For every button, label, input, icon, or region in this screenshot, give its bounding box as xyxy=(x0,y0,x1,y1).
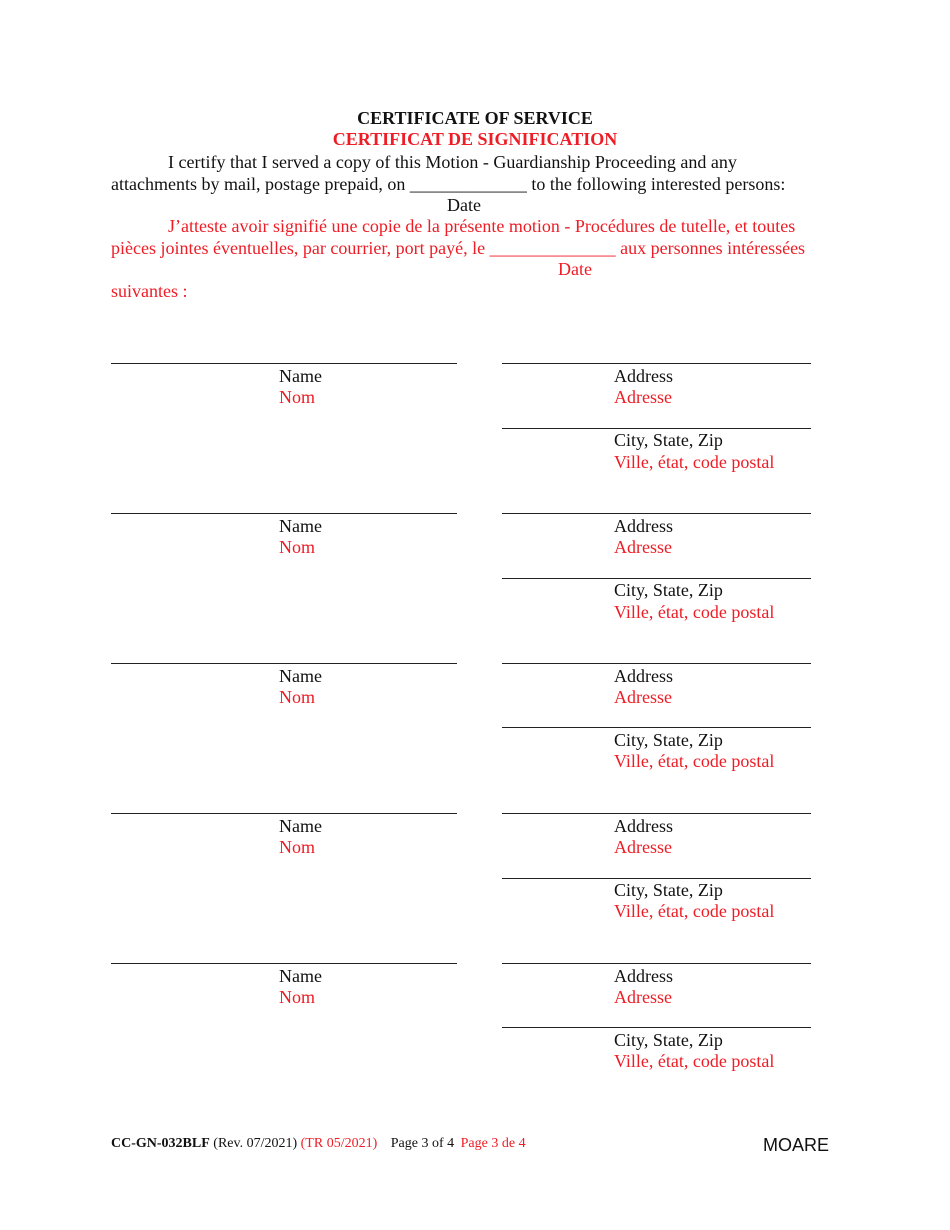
address-label-french: Adresse xyxy=(614,387,672,407)
date-label-french: Date xyxy=(558,259,592,279)
name-signature-line[interactable] xyxy=(111,963,457,964)
city-state-zip-label-french: Ville, état, code postal xyxy=(614,1051,775,1071)
form-footer xyxy=(111,1136,526,1152)
address-label-french: Adresse xyxy=(614,537,672,557)
statement-en-line1: I certify that I served a copy of this Motion - Guardianship Proceeding and any xyxy=(168,152,737,172)
name-label: Name xyxy=(279,366,322,386)
name-label: Name xyxy=(279,816,322,836)
address-line[interactable] xyxy=(502,813,811,814)
city-state-zip-line[interactable] xyxy=(502,428,811,429)
form-id: CC-GN-032BLF xyxy=(111,1136,210,1151)
city-state-zip-label: City, State, Zip xyxy=(614,580,723,600)
city-state-zip-label-french: Ville, état, code postal xyxy=(614,602,775,622)
name-signature-line[interactable] xyxy=(111,363,457,364)
address-line[interactable] xyxy=(502,513,811,514)
statement-en-line2: attachments by mail, postage prepaid, on _____________ to the following interested persons: xyxy=(111,174,786,194)
address-label-french: Adresse xyxy=(614,987,672,1007)
page-number-french: Page 3 de 4 xyxy=(460,1136,526,1151)
address-label: Address xyxy=(614,516,673,536)
name-label: Name xyxy=(279,516,322,536)
address-label: Address xyxy=(614,366,673,386)
address-label-french: Adresse xyxy=(614,837,672,857)
address-line[interactable] xyxy=(502,963,811,964)
revision-date: (Rev. 07/2021) xyxy=(213,1136,298,1151)
statement-fr-line3: suivantes : xyxy=(111,281,188,301)
name-signature-line[interactable] xyxy=(111,663,457,664)
city-state-zip-label: City, State, Zip xyxy=(614,430,723,450)
address-line[interactable] xyxy=(502,363,811,364)
certificate-title: CERTIFICATE OF SERVICE xyxy=(357,108,593,128)
address-label: Address xyxy=(614,816,673,836)
name-label-french: Nom xyxy=(279,387,315,407)
city-state-zip-line[interactable] xyxy=(502,1027,811,1028)
city-state-zip-label: City, State, Zip xyxy=(614,880,723,900)
address-label: Address xyxy=(614,966,673,986)
date-label: Date xyxy=(447,195,481,215)
name-signature-line[interactable] xyxy=(111,813,457,814)
page-number: Page 3 of 4 xyxy=(390,1136,455,1151)
city-state-zip-label-french: Ville, état, code postal xyxy=(614,452,775,472)
name-label-french: Nom xyxy=(279,687,315,707)
name-label-french: Nom xyxy=(279,987,315,1007)
city-state-zip-label: City, State, Zip xyxy=(614,730,723,750)
statement-fr-line2: pièces jointes éventuelles, par courrier, port payé, le ______________ aux personnes intéressées xyxy=(111,238,806,258)
name-label: Name xyxy=(279,666,322,686)
certificate-title-french: CERTIFICAT DE SIGNIFICATION xyxy=(332,129,618,149)
name-signature-line[interactable] xyxy=(111,513,457,514)
city-state-zip-label-french: Ville, état, code postal xyxy=(614,901,775,921)
address-label-french: Adresse xyxy=(614,687,672,707)
city-state-zip-label-french: Ville, état, code postal xyxy=(614,751,775,771)
city-state-zip-line[interactable] xyxy=(502,878,811,879)
name-label-french: Nom xyxy=(279,537,315,557)
city-state-zip-line[interactable] xyxy=(502,578,811,579)
city-state-zip-line[interactable] xyxy=(502,727,811,728)
moare-label: MOARE xyxy=(763,1135,830,1155)
statement-fr-line1: J’atteste avoir signifié une copie de la présente motion - Procédures de tutelle, et toutes xyxy=(168,216,796,236)
address-label: Address xyxy=(614,666,673,686)
name-label: Name xyxy=(279,966,322,986)
address-line[interactable] xyxy=(502,663,811,664)
name-label-french: Nom xyxy=(279,837,315,857)
translation-revision: (TR 05/2021) xyxy=(300,1136,378,1151)
city-state-zip-label: City, State, Zip xyxy=(614,1030,723,1050)
